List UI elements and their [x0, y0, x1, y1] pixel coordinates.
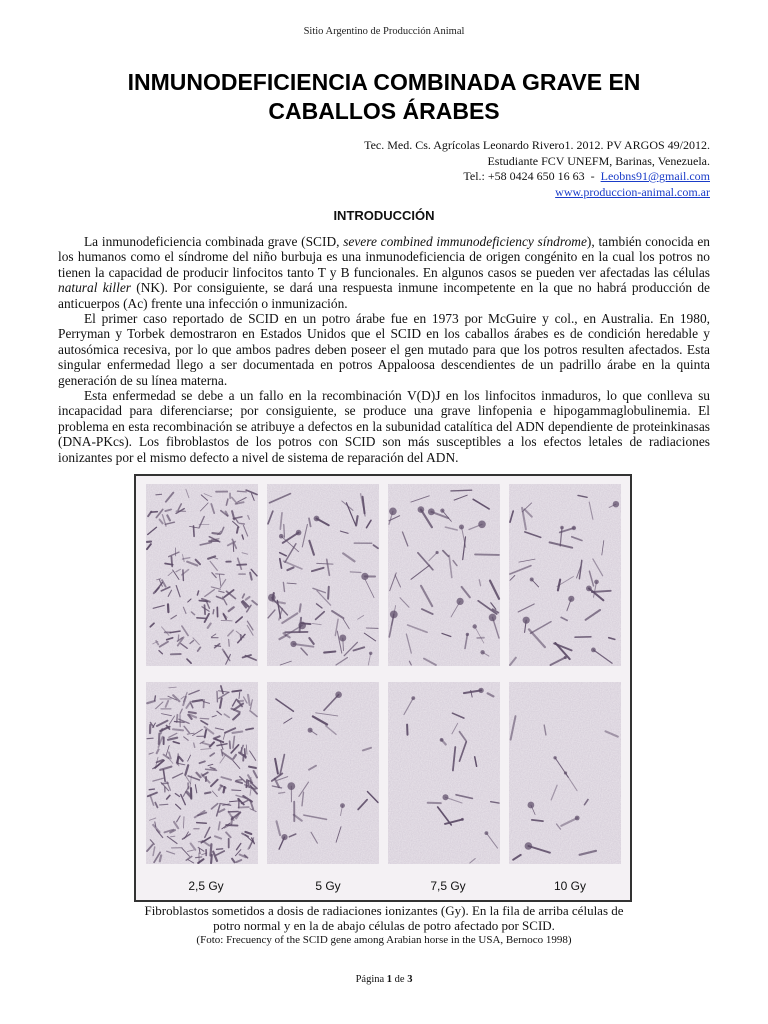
cell-nucleus: [489, 614, 497, 622]
fibroblast-cell: [183, 570, 184, 581]
fibroblast-cell: [205, 605, 206, 614]
fibroblast-cell: [233, 732, 243, 733]
fibroblast-cell: [213, 610, 214, 614]
contact-line: [364, 169, 710, 185]
figure-caption: [90, 903, 678, 933]
fibroblast-cell: [217, 849, 223, 850]
dose-label-2-5-gy: 2,5 Gy: [188, 879, 224, 893]
fibroblast-cell: [229, 639, 230, 646]
caption-line-1: Fibroblastos sometidos a dosis de radiaciones ionizantes (Gy). En la fila de arriba células de: [144, 903, 624, 918]
cell-nucleus: [478, 688, 483, 693]
page-number: [0, 974, 768, 985]
body-text: [58, 234, 710, 465]
phone-text: Tel.: +58 0424 650 16 63 -: [463, 169, 601, 183]
fibroblast-cell: [165, 564, 173, 565]
cell-nucleus: [525, 842, 533, 850]
fibroblast-cell: [216, 574, 224, 575]
cell-nucleus: [281, 834, 287, 840]
fibroblast-cell: [151, 512, 158, 513]
fibroblast-cell: [324, 652, 335, 653]
title-line-2: CABALLOS ÁRABES: [268, 98, 500, 124]
dose-label-10-gy: 10 Gy: [553, 879, 587, 893]
fibroblast-cell: [184, 817, 185, 828]
fibroblast-cell: [328, 587, 329, 599]
fibroblast-cell: [193, 700, 203, 702]
fibroblast-cell: [233, 544, 234, 552]
cell-nucleus: [528, 802, 535, 809]
fibroblast-cell: [284, 524, 285, 537]
cell-nucleus: [390, 611, 398, 619]
cell-nucleus: [586, 586, 592, 592]
cell-nucleus: [461, 818, 464, 821]
fibroblast-cell: [237, 528, 238, 533]
micrograph-grain: [388, 682, 500, 864]
fibroblast-cell: [159, 734, 160, 744]
fibroblast-cell: [350, 572, 361, 573]
paragraph-1-italic: severe combined immunodeficiency síndrome: [343, 234, 587, 249]
fibroblast-cell: [215, 646, 221, 647]
cell-nucleus: [287, 782, 295, 790]
cell-nucleus: [418, 506, 425, 513]
fibroblast-cell: [211, 855, 212, 863]
fibroblast-cell: [155, 696, 156, 700]
fibroblast-cell: [224, 787, 225, 792]
fibroblast-cell: [239, 523, 244, 524]
fibroblast-cell: [300, 604, 301, 611]
website-link[interactable]: www.produccion-animal.com.ar: [555, 184, 710, 199]
title-line-1: INMUNODEFICIENCIA COMBINADA GRAVE EN: [127, 69, 641, 95]
website-line: [364, 185, 710, 201]
cell-nucleus: [459, 525, 464, 530]
fibroblast-cell: [243, 755, 244, 761]
cell-nucleus: [591, 648, 596, 653]
fibroblast-cell: [197, 618, 206, 619]
cell-nucleus: [613, 501, 619, 507]
fibroblast-cell: [156, 494, 162, 495]
page-of: de: [392, 974, 408, 985]
document-title: [60, 68, 708, 126]
cell-nucleus: [308, 728, 313, 733]
cell-nucleus: [298, 622, 306, 630]
fibroblast-cell: [177, 757, 178, 762]
cell-nucleus: [440, 738, 444, 742]
cell-nucleus: [564, 656, 567, 659]
fibroblast-cell: [149, 789, 154, 790]
author-line: Tec. Med. Cs. Agrícolas Leonardo Rivero1. 2012. PV ARGOS 49/2012.: [364, 138, 710, 152]
cell-nucleus: [335, 691, 342, 698]
cell-nucleus: [560, 526, 564, 530]
fibroblast-cell: [200, 718, 209, 719]
fibroblast-cell: [356, 516, 358, 525]
email-link[interactable]: Leobns91@gmail.com: [600, 169, 710, 183]
cell-nucleus: [480, 650, 484, 654]
micrograph-image: [136, 476, 630, 900]
section-heading: INTRODUCCIÓN: [333, 208, 435, 223]
cell-nucleus: [369, 652, 372, 655]
cell-nucleus: [530, 578, 534, 582]
cell-nucleus: [428, 508, 435, 515]
fibroblast-cell: [189, 712, 196, 713]
fibroblast-cell: [147, 738, 153, 739]
cell-nucleus: [314, 516, 320, 522]
cell-nucleus: [568, 596, 574, 602]
fibroblast-cell: [211, 844, 212, 855]
cell-nucleus: [523, 617, 530, 624]
cell-nucleus: [340, 803, 345, 808]
fibroblast-cell: [237, 780, 243, 781]
fibroblast-cell: [451, 490, 472, 491]
page-current: 1: [386, 974, 393, 985]
cell-nucleus: [485, 831, 489, 835]
fibroblast-cell: [205, 792, 210, 793]
cell-nucleus: [436, 551, 439, 554]
cell-nucleus: [339, 635, 346, 642]
fibroblast-micrograph-figure: [134, 474, 632, 902]
fibroblast-cell: [177, 715, 178, 722]
paragraph-1-text-a: La inmunodeficiencia combinada grave (SCID,: [84, 234, 344, 249]
fibroblast-cell: [160, 855, 161, 861]
cell-nucleus: [296, 530, 302, 536]
cell-nucleus: [575, 816, 580, 821]
fibroblast-cell: [249, 767, 256, 768]
cell-nucleus: [268, 594, 276, 602]
cell-nucleus: [290, 641, 296, 647]
fibroblast-cell: [160, 804, 168, 805]
affiliation-line: Estudiante FCV UNEFM, Barinas, Venezuela.: [487, 153, 710, 168]
page-total: 3: [407, 974, 413, 985]
fibroblast-cell: [532, 820, 543, 821]
cell-nucleus: [440, 509, 444, 513]
fibroblast-cell: [173, 729, 183, 730]
fibroblast-cell: [317, 563, 333, 564]
dose-label-5-gy: 5 Gy: [315, 879, 341, 893]
fibroblast-cell: [197, 823, 207, 824]
cell-nucleus: [473, 624, 477, 628]
cell-nucleus: [594, 580, 599, 585]
fibroblast-cell: [232, 690, 241, 691]
paragraph-1-text-c: (NK). Por consiguiente, se dará una respuesta inmune incompetente en la que no habrá producción de anticuerpos (Ac) frente una infección o inmunización.: [58, 280, 710, 311]
fibroblast-cell: [279, 792, 285, 793]
cell-nucleus: [457, 598, 464, 605]
paragraph-1: [58, 234, 710, 311]
fibroblast-cell: [246, 728, 253, 729]
cell-nucleus: [279, 534, 284, 539]
paragraph-1-text-b: ), también conocida en los humanos como el síndrome del niño burbuja es una inmunodeficiencia de origen congénito en la cual los potros no tienen la capacidad de producir linfocitos tanto T y B funcionales. En algunos casos se pueden ver afectadas las células: [58, 234, 710, 280]
fibroblast-cell: [475, 554, 499, 555]
running-header: Sitio Argentino de Producción Animal: [303, 26, 465, 37]
cell-nucleus: [389, 508, 397, 516]
page-word: Página: [355, 974, 387, 985]
cell-nucleus: [478, 521, 486, 529]
fibroblast-cell: [239, 692, 240, 698]
cell-nucleus: [443, 794, 449, 800]
cell-nucleus: [572, 526, 576, 530]
paragraph-2: El primer caso reportado de SCID en un potro árabe fue en 1973 por McGuire y col., en Australia. En 1980, Perryman y Torbek demostraron en Estados Unidos que el SCID en los caballos árabes es de condición heredable y autosómica recesiva, por lo que ambos padres deben poseer el gen mutado para que los potros resulten afectados. Esta singular enfermedad llego a ser documentada en potros Appaloosa descendientes de un padrillo árabe en la quinta generación de su línea materna.: [58, 311, 710, 388]
fibroblast-cell: [230, 741, 231, 748]
author-byline: [364, 138, 710, 200]
cell-nucleus: [411, 696, 415, 700]
paragraph-3: Esta enfermedad se debe a un fallo en la recombinación V(D)J en los linfocitos inmaduros, lo que conlleva su incapacidad para diferenciarse; por consiguiente, se produce una grave linfopenia e hipogammaglobulinemia. El problema en esta recombinación se atribuye a defectos en la subunidad catalítica del ADN dependiente de proteinkinasas (DNA-PKcs). Los fibroblastos de los potros con SCID son más susceptibles a los efectos letales de radiaciones ionizantes por el mismo defecto a nivel de sistema de reparación del ADN.: [58, 388, 710, 465]
dose-label-7-5-gy: 7,5 Gy: [430, 879, 466, 893]
fibroblast-cell: [194, 743, 195, 747]
figure-credit: (Foto: Frecuency of the SCID gene among Arabian horse in the USA, Bernoco 1998): [196, 934, 572, 946]
fibroblast-cell: [237, 491, 246, 492]
fibroblast-cell: [204, 700, 205, 708]
paragraph-1-italic-2: natural killer: [58, 280, 131, 296]
cell-nucleus: [564, 771, 567, 774]
fibroblast-cell: [237, 564, 246, 565]
cell-nucleus: [466, 633, 469, 636]
cell-nucleus: [553, 756, 556, 759]
fibroblast-cell: [246, 780, 247, 788]
fibroblast-cell: [171, 836, 175, 837]
fibroblast-cell: [239, 807, 249, 808]
caption-line-2: potro normal y en la de abajo células de potro afectado por SCID.: [213, 918, 555, 933]
fibroblast-cell: [174, 722, 184, 723]
